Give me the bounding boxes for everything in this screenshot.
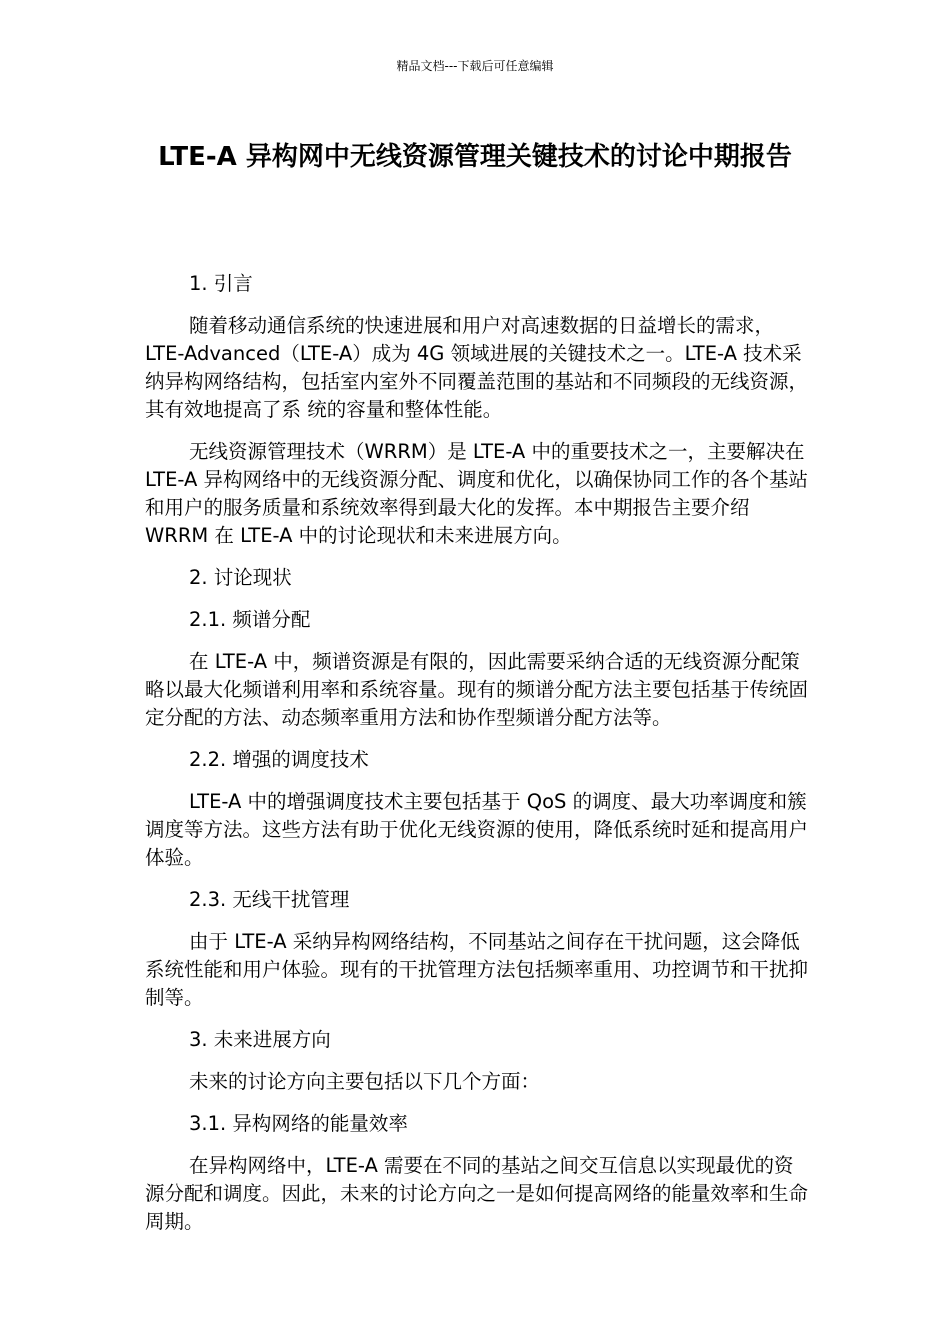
paragraph-future-intro: 未来的讨论方向主要包括以下几个方面： (189, 1070, 541, 1093)
paragraph-interference: 由于 LTE-A 采纳异构网络结构，不同基站之间存在干扰问题，这会降低系统性能和用户体验。现有的干扰管理方法包括频率重用、功控调节和干扰抑制等。 (145, 930, 809, 1009)
paragraph-energy: 在异构网络中，LTE-A 需要在不同的基站之间交互信息以实现最优的资源分配和调度。因此，未来的讨论方向之一是如何提高网络的能量效率和生命周期。 (145, 1154, 809, 1233)
section-heading-intro: 1. 引言 (189, 272, 253, 295)
page-header-note: 精品文档---下载后可任意编辑 (396, 59, 554, 73)
subsection-heading-energy: 3.1. 异构网络的能量效率 (189, 1112, 408, 1135)
paragraph-intro-1: 随着移动通信系统的快速进展和用户对高速数据的日益增长的需求，LTE-Advanced（LTE-A）成为 4G 领域进展的关键技术之一。LTE-A 技术采纳异构网络结构，包括室内室外不同覆盖范围的基站和不同频段的无线资源，其有效地提高了系 统的容量和整体性能。 (145, 314, 809, 421)
document-title: LTE-A 异构网中无线资源管理关键技术的讨论中期报告 (158, 142, 792, 172)
section-heading-future: 3. 未来进展方向 (189, 1028, 331, 1051)
paragraph-intro-2: 无线资源管理技术（WRRM）是 LTE-A 中的重要技术之一，主要解决在 LTE-A 异构网络中的无线资源分配、调度和优化，以确保协同工作的各个基站和用户的服务质量和系统效率得到最大化的发挥。本中期报告主要介绍 WRRM 在 LTE-A 中的讨论现状和未来进展方向。 (145, 440, 809, 547)
section-heading-status: 2. 讨论现状 (189, 566, 292, 589)
document-body (145, 270, 810, 1250)
paragraph-spectrum: 在 LTE-A 中，频谱资源是有限的，因此需要采纳合适的无线资源分配策略以最大化频谱利用率和系统容量。现有的频谱分配方法主要包括基于传统固定分配的方法、动态频率重用方法和协作型频谱分配方法等。 (145, 650, 809, 729)
subsection-heading-scheduling: 2.2. 增强的调度技术 (189, 748, 369, 771)
subsection-heading-interference: 2.3. 无线干扰管理 (189, 888, 350, 911)
subsection-heading-spectrum: 2.1. 频谱分配 (189, 608, 311, 631)
paragraph-scheduling: LTE-A 中的增强调度技术主要包括基于 QoS 的调度、最大功率调度和簇调度等方法。这些方法有助于优化无线资源的使用，降低系统时延和提高用户体验。 (145, 790, 809, 869)
